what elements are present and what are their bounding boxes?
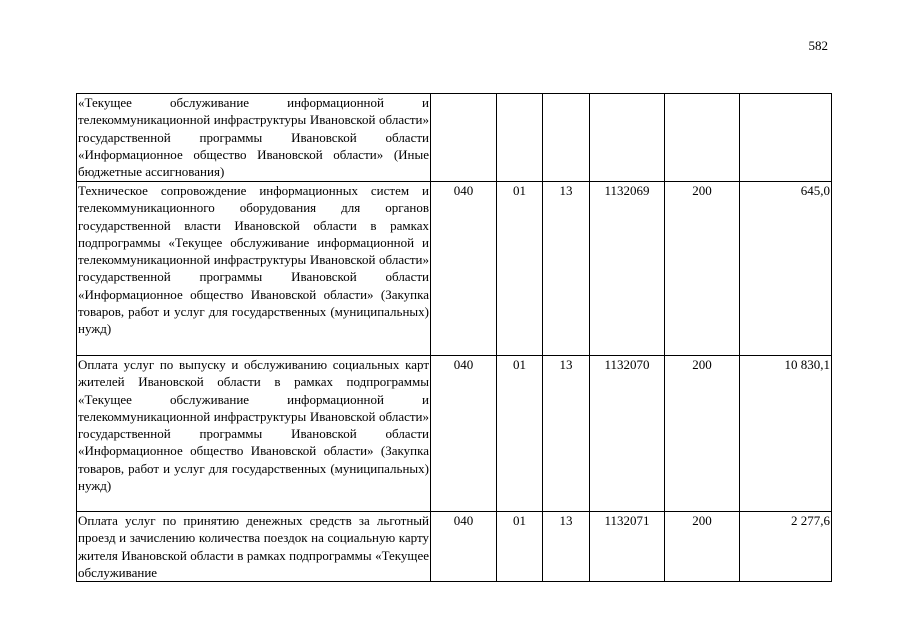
section-code-cell: 01 bbox=[497, 512, 543, 582]
ministry-code-cell bbox=[431, 94, 497, 182]
subsection-code-cell bbox=[543, 94, 590, 182]
subsection-code-cell: 13 bbox=[543, 512, 590, 582]
description-cell: Техническое сопровождение информационных систем и телекоммуникационного оборудования для органов государственной власти Ивановской области в рамках подпрограммы «Текущее обслуживание информационной и телекоммуникационной инфраструктуры Ивановской области» государственной программы Ивановской области «Информационное общество Ивановской области» (Закупка товаров, работ и услуг для государственных (муниципальных) нужд) bbox=[77, 182, 431, 356]
subsection-code-cell: 13 bbox=[543, 182, 590, 356]
expense-type-cell: 200 bbox=[665, 182, 740, 356]
target-code-cell: 1132069 bbox=[590, 182, 665, 356]
target-code-cell: 1132071 bbox=[590, 512, 665, 582]
expense-type-cell bbox=[665, 94, 740, 182]
table-row bbox=[77, 356, 832, 512]
section-code-cell: 01 bbox=[497, 182, 543, 356]
target-code-cell bbox=[590, 94, 665, 182]
budget-table bbox=[76, 93, 832, 582]
page-number: 582 bbox=[808, 38, 828, 53]
expense-type-cell: 200 bbox=[665, 356, 740, 512]
amount-cell: 2 277,6 bbox=[740, 512, 832, 582]
table-row bbox=[77, 512, 832, 582]
description-cell: Оплата услуг по принятию денежных средств за льготный проезд и зачислению количества поездок на социальную карту жителя Ивановской области в рамках подпрограммы «Текущее обслуживание bbox=[78, 513, 429, 580]
expense-type-cell: 200 bbox=[665, 512, 740, 582]
description-cell: «Текущее обслуживание информационной и телекоммуникационной инфраструктуры Ивановской области» государственной программы Ивановской области «Информационное общество Ивановской области» (Иные бюджетные ассигнования) bbox=[77, 94, 431, 182]
amount-cell: 645,0 bbox=[740, 182, 832, 356]
section-code-cell: 01 bbox=[497, 356, 543, 512]
subsection-code-cell: 13 bbox=[543, 356, 590, 512]
amount-cell bbox=[740, 94, 832, 182]
description-cell: Оплата услуг по выпуску и обслуживанию социальных карт жителей Ивановской области в рамках подпрограммы «Текущее обслуживание информационной и телекоммуникационной инфраструктуры Ивановской области» государственной программы Ивановской области «Информационное общество Ивановской области» (Закупка товаров, работ и услуг для государственных (муниципальных) нужд) bbox=[77, 356, 431, 512]
target-code-cell: 1132070 bbox=[590, 356, 665, 512]
section-code-cell bbox=[497, 94, 543, 182]
ministry-code-cell: 040 bbox=[431, 182, 497, 356]
table-row bbox=[77, 94, 832, 182]
ministry-code-cell: 040 bbox=[431, 356, 497, 512]
ministry-code-cell: 040 bbox=[431, 512, 497, 582]
table-row bbox=[77, 182, 832, 356]
amount-cell: 10 830,1 bbox=[740, 356, 832, 512]
